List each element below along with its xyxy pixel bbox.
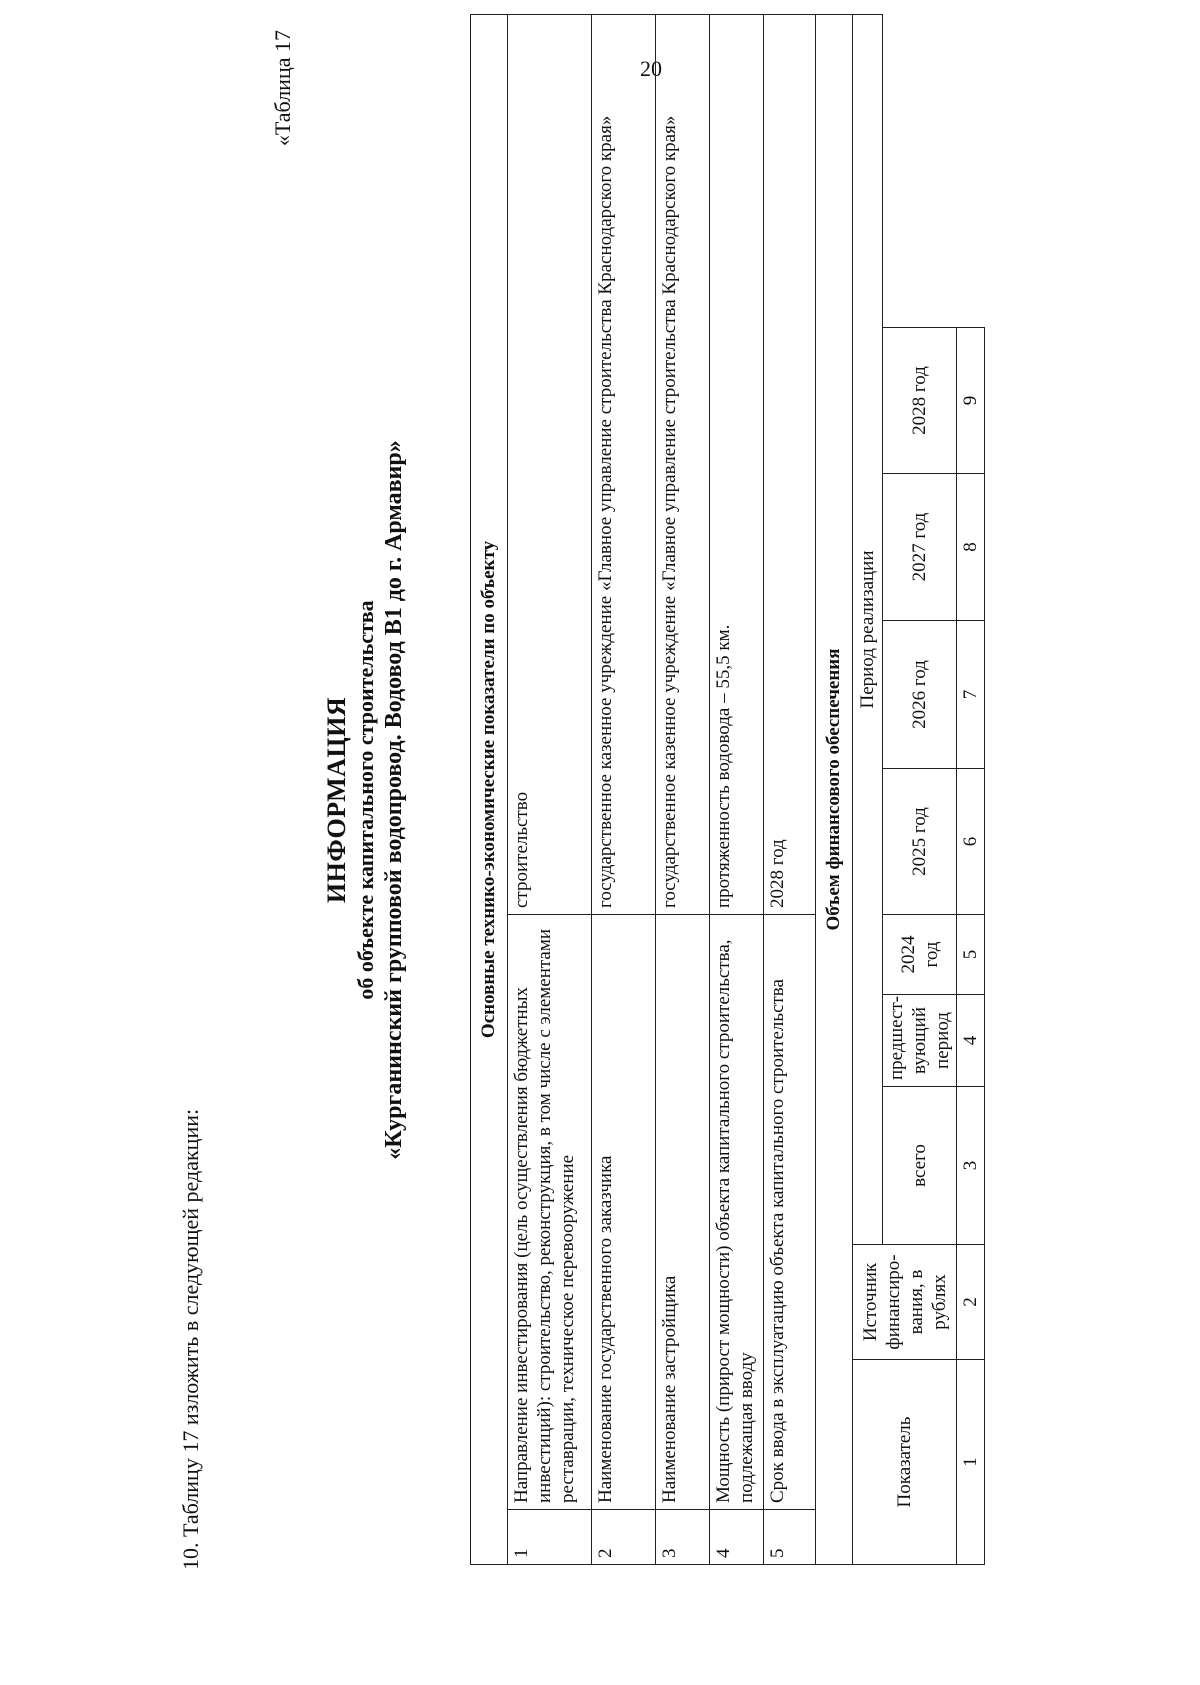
col-number: 3 xyxy=(957,1087,985,1245)
col-number: 4 xyxy=(957,995,985,1087)
col-number: 9 xyxy=(957,328,985,474)
col-year: 2024 год xyxy=(883,915,957,995)
title-line-2: об объекте капитального строительства xyxy=(353,600,378,1000)
row-number: 5 xyxy=(764,1510,816,1565)
row-value: государственное казенное учреждение «Главное управление строительства Краснодарского края» xyxy=(592,14,656,914)
col-year: 2028 год xyxy=(883,328,957,474)
col-number: 2 xyxy=(957,1245,985,1360)
col-number: 1 xyxy=(957,1360,985,1565)
col-year: 2025 год xyxy=(883,769,957,915)
table-row xyxy=(508,14,592,1564)
page-number: 20 xyxy=(640,56,662,81)
col-number: 6 xyxy=(957,769,985,915)
col-source: Источник финансиро-вания, в рублях xyxy=(853,1245,957,1360)
row-number: 4 xyxy=(710,1510,764,1565)
rotated-page-content xyxy=(90,20,1130,1580)
indicators-header: Основные технико-экономические показатели по объекту xyxy=(471,14,508,1564)
row-label: Срок ввода в эксплуатацию объекта капитального строительства xyxy=(764,915,816,1510)
col-number: 8 xyxy=(957,474,985,621)
table-row xyxy=(764,14,816,1564)
column-numbers-row xyxy=(957,14,985,1564)
col-year: 2027 год xyxy=(883,474,957,621)
row-label: Наименование застройщика xyxy=(656,915,710,1510)
row-number: 2 xyxy=(592,1510,656,1565)
title-line-3: «Курганинский групповой водопровод. Водовод В1 до г. Армавир» xyxy=(381,440,407,1160)
info-table xyxy=(470,14,985,1565)
row-value: 2028 год xyxy=(764,14,816,914)
financing-header: Объем финансового обеспечения xyxy=(816,14,853,1564)
document-title xyxy=(322,20,409,1580)
financing-header-row xyxy=(816,14,853,1564)
row-value: протяженность водовода – 55,5 км. xyxy=(710,14,764,914)
row-label: Направление инвестирования (цель осуществления бюджетных инвестиций): строительство, реконструкция, в том числе с элементами реставрации, техническое перевооружение xyxy=(508,915,592,1510)
col-period: Период реализации xyxy=(853,14,883,1244)
table-row xyxy=(710,14,764,1564)
title-line-1: ИНФОРМАЦИЯ xyxy=(322,696,351,904)
row-value: строительство xyxy=(508,14,592,914)
row-number: 3 xyxy=(656,1510,710,1565)
row-label: Наименование государственного заказчика xyxy=(592,915,656,1510)
intro-text: 10. Таблицу 17 изложить в следующей редакции: xyxy=(178,1108,203,1570)
col-year: 2026 год xyxy=(883,621,957,769)
col-indicator: Показатель xyxy=(853,1360,957,1565)
table-row xyxy=(592,14,656,1564)
indicators-header-row xyxy=(471,14,508,1564)
col-number: 5 xyxy=(957,915,985,995)
table-row xyxy=(656,14,710,1564)
row-value: государственное казенное учреждение «Главное управление строительства Краснодарского края» xyxy=(656,14,710,914)
col-total: всего xyxy=(883,1087,957,1245)
row-label: Мощность (прирост мощности) объекта капитального строительства, подлежащая вводу xyxy=(710,915,764,1510)
col-previous: предшест-вующий период xyxy=(883,995,957,1087)
row-number: 1 xyxy=(508,1510,592,1565)
table-label: «Таблица 17 xyxy=(270,30,295,147)
financing-columns-row xyxy=(853,14,883,1564)
col-number: 7 xyxy=(957,621,985,769)
